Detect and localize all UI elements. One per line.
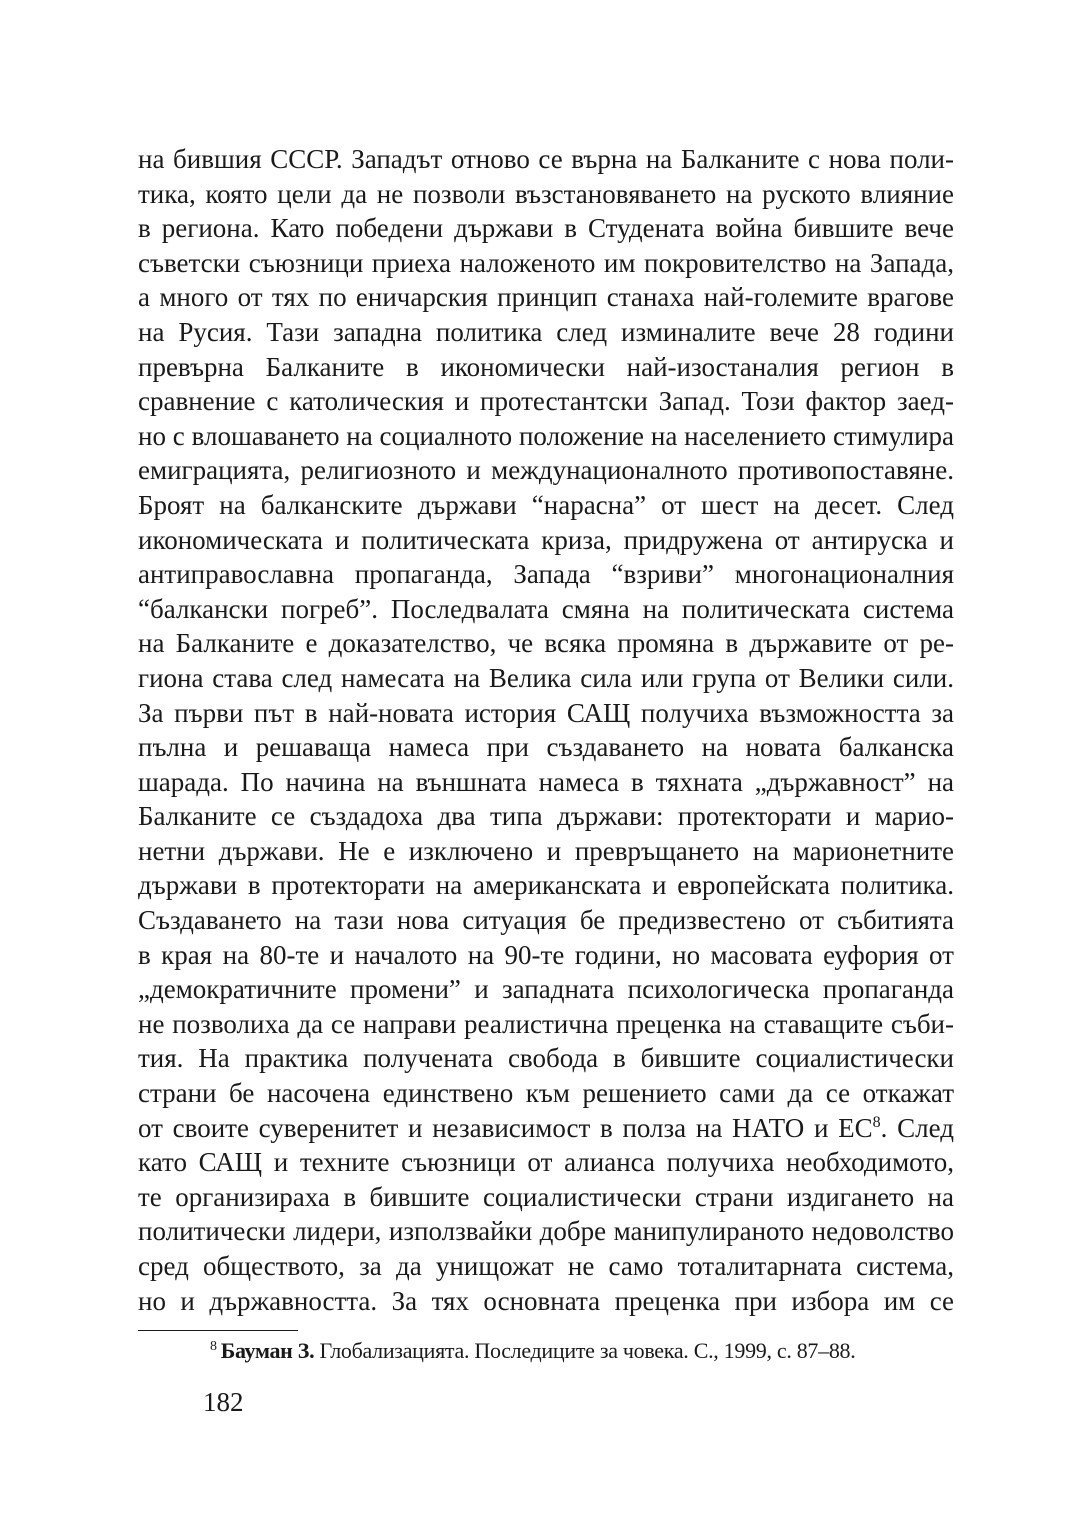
text-line: на Русия. Тази западна политика след изминалите вече 28 години xyxy=(138,316,954,347)
footnote xyxy=(210,1336,954,1366)
text-line: държави в протекторати на американската и европейската политика. xyxy=(138,870,954,901)
text-line: гиона става след намесата на Велика сила или група от Велики сили. xyxy=(138,662,954,693)
text-line: нетни държави. Не е изключено и превръщането на марионетните xyxy=(138,835,954,866)
text-line: сравнение с католическия и протестантски Запад. Този фактор заед- xyxy=(138,386,954,417)
text-line: превърна Балканите в икономически най-изостаналия регион в xyxy=(138,351,954,382)
text-line: съветски съюзници приеха наложеното им покровителство на Запада, xyxy=(138,247,954,278)
footnote-number: 8 xyxy=(210,1338,217,1354)
text-line: антиправославна пропаганда, Запада “взриви” многонационалния xyxy=(138,559,954,590)
footnote-divider xyxy=(138,1330,298,1331)
text-line: За първи път в най-новата история САЩ получиха възможността за xyxy=(138,697,954,728)
text-line: пълна и решаваща намеса при създаването на новата балканска xyxy=(138,732,954,763)
text-line: страни бе насочена единствено към решението сами да се откажат xyxy=(138,1078,954,1109)
text-line: но с влошаването на социалното положение на населението стимулира xyxy=(138,420,954,451)
text-line: икономическата и политическата криза, придружена от антируска и xyxy=(138,524,954,555)
main-text xyxy=(138,142,954,1318)
text-line: те организираха в бившите социалистически страни издигането на xyxy=(138,1181,954,1212)
text-line: “балкански погреб”. Последвалата смяна на политическата система xyxy=(138,593,954,624)
text-line: не позволиха да се направи реалистична преценка на ставащите съби- xyxy=(138,1008,954,1039)
text-line: в края на 80-те и началото на 90-те години, но масовата еуфория от xyxy=(138,939,954,970)
text-line: шарада. По начина на външната намеса в тяхната „държавност” на xyxy=(138,766,954,797)
text-line: като САЩ и техните съюзници от алианса получиха необходимото, xyxy=(138,1147,954,1178)
text-line: емиграцията, религиозното и междунационалното противопоставяне. xyxy=(138,455,954,486)
text-line: Балканите се създадоха два типа държави: протекторати и марио- xyxy=(138,801,954,832)
text-line: тика, която цели да не позволи възстановяването на руското влияние xyxy=(138,178,954,209)
text-segment: от своите суверенитет и независимост в полза на НАТО и ЕС xyxy=(138,1112,873,1143)
footnote-reference[interactable]: 8 xyxy=(872,1113,881,1131)
text-line: а много от тях по еничарския принцип станаха най-големите врагове xyxy=(138,282,954,313)
text-line: на бившия СССР. Западът отново се върна на Балканите с нова поли- xyxy=(138,144,954,174)
text-segment: . След xyxy=(880,1112,954,1143)
text-line: Броят на балканските държави “нарасна” от шест на десет. След xyxy=(138,489,954,520)
text-line: „демократичните промени” и западната психологическа пропаганда xyxy=(138,974,954,1005)
text-line: тия. На практика получената свобода в бившите социалистически xyxy=(138,1043,954,1074)
footnote-text: Глобализацията. Последиците за човека. С., 1999, с. 87–88. xyxy=(314,1338,856,1363)
text-line: но и държавността. За тях основната преценка при избора им се xyxy=(138,1285,954,1316)
page-number: 182 xyxy=(203,1387,244,1417)
text-line: на Балканите е доказателство, че всяка промяна в държавите от ре- xyxy=(138,628,954,659)
text-line: Създаването на тази нова ситуация бе предизвестено от събитията xyxy=(138,905,954,936)
text-line: политически лидери, използвайки добре манипулираното недоволство xyxy=(138,1216,954,1247)
text-line: сред обществото, за да унищожат не само тоталитарната система, xyxy=(138,1251,954,1281)
text-line-with-reference xyxy=(138,1111,954,1146)
footnote-author: Бауман З. xyxy=(220,1338,315,1363)
text-line: в региона. Като победени държави в Студената война бившите вече xyxy=(138,213,954,244)
